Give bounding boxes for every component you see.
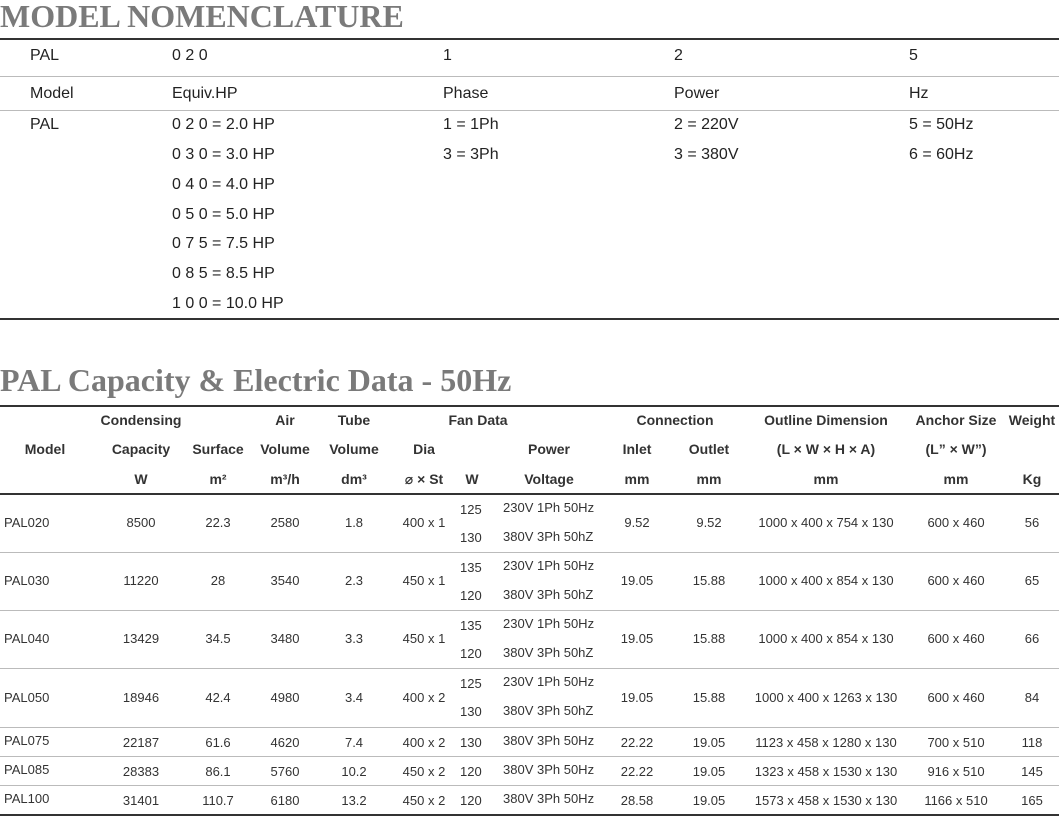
unit-fan-w: W	[465, 471, 479, 487]
header-outline-dimension: Outline Dimension	[764, 412, 888, 428]
cell-anchor: 916 x 510	[927, 764, 985, 779]
header-connection: Connection	[636, 412, 714, 428]
header-fan-data: Fan Data	[448, 412, 508, 428]
cell-outlet: 19.05	[692, 764, 726, 779]
unit-capacity: W	[134, 471, 148, 487]
header-outlet: Outlet	[688, 441, 730, 457]
cell-anchor: 600 x 460	[927, 690, 985, 705]
header-power: Power	[527, 441, 571, 457]
cell-model: PAL030	[4, 573, 50, 588]
header-inlet: Inlet	[622, 441, 652, 457]
cell-air: 2580	[270, 515, 300, 530]
hp-value: 0 8 5 = 8.5 HP	[172, 265, 275, 282]
cell-tube: 3.4	[344, 690, 364, 705]
nomenclature-divider	[0, 76, 1059, 77]
cell-weight: 84	[1024, 690, 1040, 705]
cell-outline: 1573 x 458 x 1530 x 130	[754, 793, 898, 808]
header-condensing: Condensing	[100, 412, 182, 428]
phase-value: 1 = 1Ph	[443, 116, 499, 133]
cell-model: PAL050	[4, 690, 50, 705]
cell-air: 3540	[270, 573, 300, 588]
cell-air: 4620	[270, 735, 300, 750]
cell-anchor: 700 x 510	[927, 735, 985, 750]
header-anchor-size: Anchor Size	[915, 412, 997, 428]
label-hp: Equiv.HP	[172, 85, 238, 102]
cell-fan-w: 130	[460, 735, 482, 750]
header-model: Model	[24, 441, 66, 457]
model-value: PAL	[30, 116, 60, 133]
cell-outlet: 15.88	[692, 690, 726, 705]
table-header-rule	[0, 493, 1059, 495]
cell-capacity: 22187	[122, 735, 160, 750]
cell-voltage: 380V 3Ph 50Hz	[503, 733, 595, 748]
cell-outlet: 19.05	[692, 735, 726, 750]
power-value: 3 = 380V	[674, 146, 739, 163]
header-air: Air	[275, 412, 295, 428]
cell-anchor: 600 x 460	[927, 573, 985, 588]
cell-outlet: 9.52	[696, 515, 722, 530]
cell-voltage: 380V 3Ph 50hZ	[503, 703, 594, 718]
table-top-rule	[0, 405, 1059, 407]
unit-surface: m²	[209, 471, 227, 487]
cell-outlet: 19.05	[692, 793, 726, 808]
unit-air-volume: m³/h	[270, 471, 300, 487]
unit-outline: mm	[813, 471, 839, 487]
cell-voltage: 230V 1Ph 50Hz	[503, 558, 595, 573]
code-model: PAL	[30, 47, 60, 64]
cell-air: 4980	[270, 690, 300, 705]
unit-weight: Kg	[1022, 471, 1042, 487]
cell-anchor: 600 x 460	[927, 515, 985, 530]
cell-surface: 42.4	[205, 690, 231, 705]
row-divider	[0, 756, 1059, 757]
cell-inlet: 22.22	[620, 735, 654, 750]
cell-model: PAL075	[4, 733, 50, 748]
header-outline-formula: (L × W × H × A)	[776, 441, 876, 457]
cell-surface: 86.1	[205, 764, 231, 779]
cell-fan-w: 135	[460, 560, 482, 575]
cell-weight: 65	[1024, 573, 1040, 588]
cell-dia: 400 x 2	[402, 690, 446, 705]
cell-dia: 450 x 1	[402, 573, 446, 588]
cell-dia: 450 x 2	[402, 764, 446, 779]
cell-capacity: 11220	[123, 573, 159, 588]
phase-value: 3 = 3Ph	[443, 146, 499, 163]
hp-value: 0 3 0 = 3.0 HP	[172, 146, 275, 163]
power-value: 2 = 220V	[674, 116, 739, 133]
cell-tube: 2.3	[344, 573, 364, 588]
unit-dia: ⌀ × St	[404, 471, 444, 487]
cell-anchor: 600 x 460	[927, 631, 985, 646]
cell-outline: 1000 x 400 x 854 x 130	[758, 631, 894, 646]
nomenclature-title: MODEL NOMENCLATURE	[0, 0, 404, 34]
cell-model: PAL040	[4, 631, 50, 646]
hp-value: 0 5 0 = 5.0 HP	[172, 206, 275, 223]
cell-voltage: 380V 3Ph 50Hz	[503, 791, 595, 806]
row-divider	[0, 727, 1059, 728]
unit-outlet: mm	[696, 471, 722, 487]
cell-outline: 1123 x 458 x 1280 x 130	[755, 735, 897, 750]
cell-inlet: 19.05	[620, 690, 654, 705]
cell-fan-w: 130	[460, 704, 482, 719]
cell-outline: 1000 x 400 x 854 x 130	[758, 573, 894, 588]
cell-air: 5760	[270, 764, 300, 779]
unit-anchor: mm	[943, 471, 969, 487]
cell-air: 3480	[270, 631, 300, 646]
cell-inlet: 28.58	[620, 793, 654, 808]
header-anchor-formula: (L” × W”)	[925, 441, 987, 457]
cell-capacity: 31401	[122, 793, 160, 808]
header-tube: Tube	[337, 412, 371, 428]
cell-dia: 400 x 1	[402, 515, 446, 530]
hz-value: 5 = 50Hz	[909, 116, 974, 133]
cell-voltage: 380V 3Ph 50Hz	[503, 762, 595, 777]
cell-inlet: 19.05	[620, 631, 654, 646]
nomenclature-bottom-rule	[0, 318, 1059, 320]
cell-capacity: 8500	[126, 515, 156, 530]
cell-weight: 145	[1021, 764, 1043, 779]
header-capacity: Capacity	[111, 441, 171, 457]
header-dia: Dia	[413, 441, 435, 457]
cell-model: PAL100	[4, 791, 50, 806]
cell-capacity: 28383	[122, 764, 160, 779]
header-tube-volume: Volume	[329, 441, 379, 457]
label-phase: Phase	[443, 85, 489, 102]
cell-air: 6180	[270, 793, 300, 808]
cell-voltage: 230V 1Ph 50Hz	[503, 674, 595, 689]
cell-dia: 400 x 2	[402, 735, 446, 750]
code-phase: 1	[443, 47, 452, 64]
code-power: 2	[674, 47, 683, 64]
cell-tube: 1.8	[344, 515, 364, 530]
cell-inlet: 19.05	[620, 573, 654, 588]
hp-value: 0 2 0 = 2.0 HP	[172, 116, 275, 133]
cell-surface: 28	[210, 573, 226, 588]
header-air-volume: Volume	[260, 441, 310, 457]
code-hz: 5	[909, 47, 918, 64]
cell-surface: 61.6	[205, 735, 231, 750]
cell-inlet: 22.22	[620, 764, 654, 779]
cell-model: PAL020	[4, 515, 50, 530]
cell-outlet: 15.88	[692, 573, 726, 588]
cell-fan-w: 120	[460, 646, 482, 661]
cell-voltage: 380V 3Ph 50hZ	[503, 529, 594, 544]
unit-inlet: mm	[624, 471, 650, 487]
cell-outline: 1000 x 400 x 754 x 130	[758, 515, 894, 530]
nomenclature-divider	[0, 110, 1059, 111]
cell-outline: 1323 x 458 x 1530 x 130	[754, 764, 898, 779]
cell-voltage: 230V 1Ph 50Hz	[503, 616, 595, 631]
cell-fan-w: 125	[460, 502, 482, 517]
cell-model: PAL085	[4, 762, 50, 777]
cell-capacity: 18946	[122, 690, 160, 705]
row-divider	[0, 552, 1059, 553]
unit-tube-volume: dm³	[341, 471, 367, 487]
cell-weight: 66	[1024, 631, 1040, 646]
hp-value: 0 7 5 = 7.5 HP	[172, 235, 275, 252]
cell-fan-w: 130	[460, 530, 482, 545]
cell-weight: 56	[1024, 515, 1040, 530]
cell-voltage: 230V 1Ph 50Hz	[503, 500, 595, 515]
hz-value: 6 = 60Hz	[909, 146, 974, 163]
label-hz: Hz	[909, 85, 929, 102]
label-power: Power	[674, 85, 720, 102]
unit-voltage: Voltage	[524, 471, 574, 487]
cell-capacity: 13429	[122, 631, 160, 646]
row-divider	[0, 668, 1059, 669]
cell-outline: 1000 x 400 x 1263 x 130	[754, 690, 898, 705]
cell-anchor: 1166 x 510	[924, 793, 988, 808]
cell-fan-w: 135	[460, 618, 482, 633]
cell-weight: 165	[1021, 793, 1043, 808]
cell-surface: 22.3	[205, 515, 231, 530]
cell-fan-w: 120	[460, 793, 482, 808]
hp-value: 1 0 0 = 10.0 HP	[172, 295, 284, 312]
cell-voltage: 380V 3Ph 50hZ	[503, 645, 594, 660]
cell-fan-w: 120	[460, 764, 482, 779]
cell-fan-w: 120	[460, 588, 482, 603]
header-weight: Weight	[1008, 412, 1056, 428]
cell-tube: 13.2	[341, 793, 367, 808]
cell-voltage: 380V 3Ph 50hZ	[503, 587, 594, 602]
header-surface: Surface	[192, 441, 244, 457]
cell-tube: 10.2	[341, 764, 367, 779]
hp-value: 0 4 0 = 4.0 HP	[172, 176, 275, 193]
row-divider	[0, 610, 1059, 611]
code-hp: 0 2 0	[172, 47, 208, 64]
cell-surface: 110.7	[202, 793, 234, 808]
cell-tube: 3.3	[344, 631, 364, 646]
row-divider	[0, 785, 1059, 786]
capacity-title: PAL Capacity & Electric Data - 50Hz	[0, 362, 512, 398]
cell-dia: 450 x 2	[402, 793, 446, 808]
nomenclature-top-rule	[0, 38, 1059, 40]
cell-dia: 450 x 1	[402, 631, 446, 646]
cell-tube: 7.4	[344, 735, 364, 750]
cell-inlet: 9.52	[624, 515, 650, 530]
cell-outlet: 15.88	[692, 631, 726, 646]
cell-weight: 118	[1021, 735, 1043, 750]
cell-surface: 34.5	[205, 631, 231, 646]
label-model: Model	[30, 85, 74, 102]
cell-fan-w: 125	[460, 676, 482, 691]
